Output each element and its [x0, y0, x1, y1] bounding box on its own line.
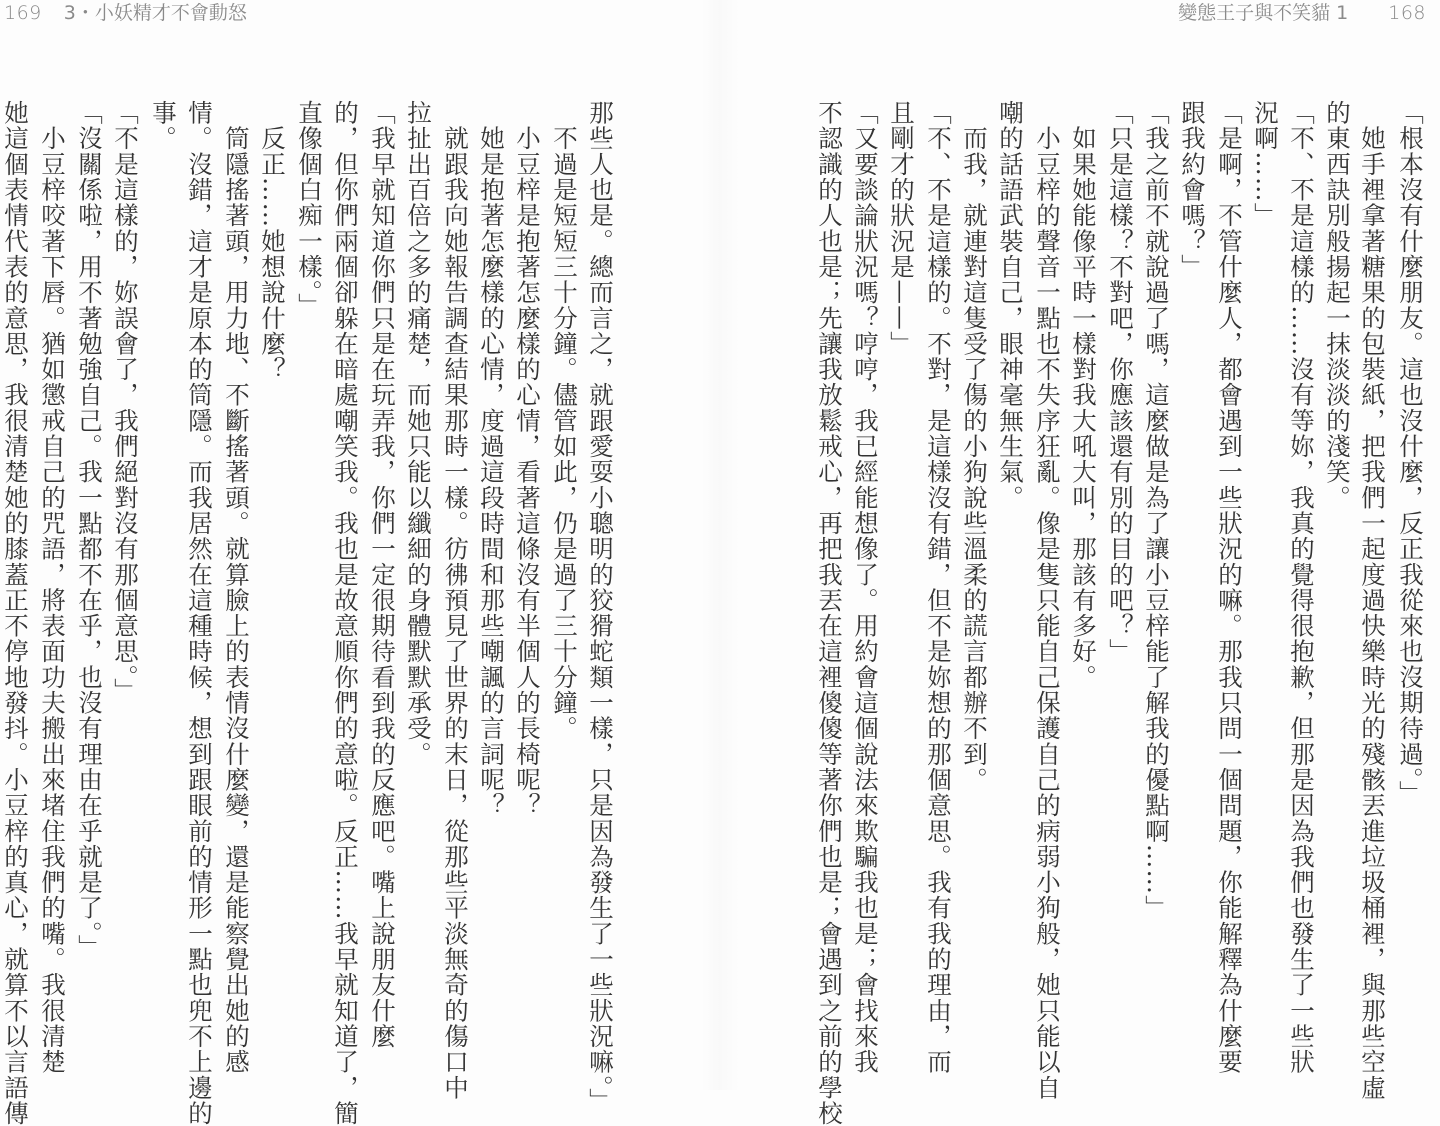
left-chapter-title: 3・小妖精才不會動怒: [63, 2, 247, 24]
text-column: 跟我約會嗎？」: [1178, 100, 1207, 280]
text-column: 況啊……」: [1251, 100, 1280, 229]
text-column: 「不是這樣的，妳誤會了，我們絕對沒有那個意思。」: [111, 100, 140, 704]
text-column: 嘲的話語武裝自己，眼神毫無生氣。: [996, 100, 1025, 511]
text-column: 她是抱著怎麼樣的心情，度過這段時間和那些嘲諷的言詞呢？: [477, 100, 506, 819]
text-column: 「不、不是這樣的。不對，是這樣沒有錯，但不是妳想的那個意思。我有我的理由，而: [924, 100, 953, 1075]
text-column: 「又要談論狀況嗎？哼哼，我已經能想像了。用約會這個說法來欺騙我也是；會找來我: [851, 100, 880, 1075]
text-column: 拉扯出百倍之多的痛楚，而她只能以纖細的身體默默承受。: [404, 100, 433, 767]
text-column: 的東西訣別般揚起一抹淡淡的淺笑。: [1323, 100, 1352, 511]
text-column: 就跟我向她報告調查結果那時一樣。彷彿預見了世界的末日，從那些平淡無奇的傷口中: [441, 100, 470, 1101]
text-column: 反正……她想說什麼？: [258, 100, 287, 383]
text-column: 「沒關係啦，用不著勉強自己。我一點都不在乎，也沒有理由在乎就是了。」: [75, 100, 104, 960]
text-column: 不認識的人也是；先讓我放鬆戒心，再把我丟在這裡傻傻等著你們也是；會遇到之前的學校: [815, 100, 844, 1126]
text-column: 而我，就連對這隻受了傷的小狗說些溫柔的謊言都辦不到。: [960, 100, 989, 793]
text-column: 「我早就知道你們只是在玩弄我，你們一定很期待看到我的反應吧。嘴上說朋友什麼: [368, 100, 397, 1050]
right-page: [720, 0, 1440, 1126]
text-column: 那些人也是。總而言之，就跟愛耍小聰明的狡猾蛇類一樣，只是因為發生了一些狀況嘛。」: [586, 100, 615, 1114]
text-column: 她這個表情代表的意思，我很清楚她的膝蓋正不停地發抖。小豆梓的真心，就算不以言語傳: [1, 100, 30, 1126]
text-column: 直像個白痴一樣。」: [295, 100, 324, 319]
right-book-title: 變態王子與不笑貓 1: [1178, 2, 1349, 24]
text-column: 的，但你們兩個卻躲在暗處嘲笑我。我也是故意順你們的意啦。反正……我早就知道了，簡: [331, 100, 360, 1126]
text-column: 小豆梓咬著下唇。猶如懲戒自己的咒語，將表面功夫搬出來堵住我們的嘴。我很清楚: [38, 100, 67, 1075]
text-column: 「根本沒有什麼朋友。這也沒什麼，反正我從來也沒期待過。」: [1396, 100, 1425, 806]
text-column: 事。: [149, 100, 178, 152]
text-column: 筒隱搖著頭，用力地、不斷搖著頭。就算臉上的表情沒什麼變，還是能察覺出她的感: [222, 100, 251, 1075]
text-column: 「只是這樣？不對吧，你應該還有別的目的吧？」: [1106, 100, 1135, 665]
text-column: 「是啊，不管什麼人，都會遇到一些狀況的嘛。那我只問一個問題，你能解釋為什麼要: [1215, 100, 1244, 1075]
text-column: 且剛才的狀況是——」: [887, 100, 916, 357]
text-column: 「我之前不就說過了嗎，這麼做是為了讓小豆梓能了解我的優點啊……」: [1142, 100, 1171, 921]
text-column: 不過是短短三十分鐘。儘管如此，仍是過了三十分鐘。: [550, 100, 579, 742]
left-page-number: 169: [4, 2, 42, 24]
text-column: 情。沒錯，這才是原本的筒隱。而我居然在這種時候，想到跟眼前的情形一點也兜不上邊的: [185, 100, 214, 1126]
text-column: 小豆梓的聲音一點也不失序狂亂。像是隻只能自己保護自己的病弱小狗般，她只能以自: [1033, 100, 1062, 1101]
text-column: 如果她能像平時一樣對我大吼大叫，那該有多好。: [1069, 100, 1098, 690]
right-page-number: 168: [1388, 2, 1426, 24]
text-column: 「不、不是這樣的……沒有等妳，我真的覺得很抱歉，但那是因為我們也發生了一些狀: [1287, 100, 1316, 1075]
text-column: 小豆梓是抱著怎麼樣的心情，看著這條沒有半個人的長椅呢？: [513, 100, 542, 819]
text-column: 她手裡拿著糖果的包裝紙，把我們一起度過快樂時光的殘骸丟進垃圾桶裡，與那些空虛: [1358, 100, 1387, 1101]
